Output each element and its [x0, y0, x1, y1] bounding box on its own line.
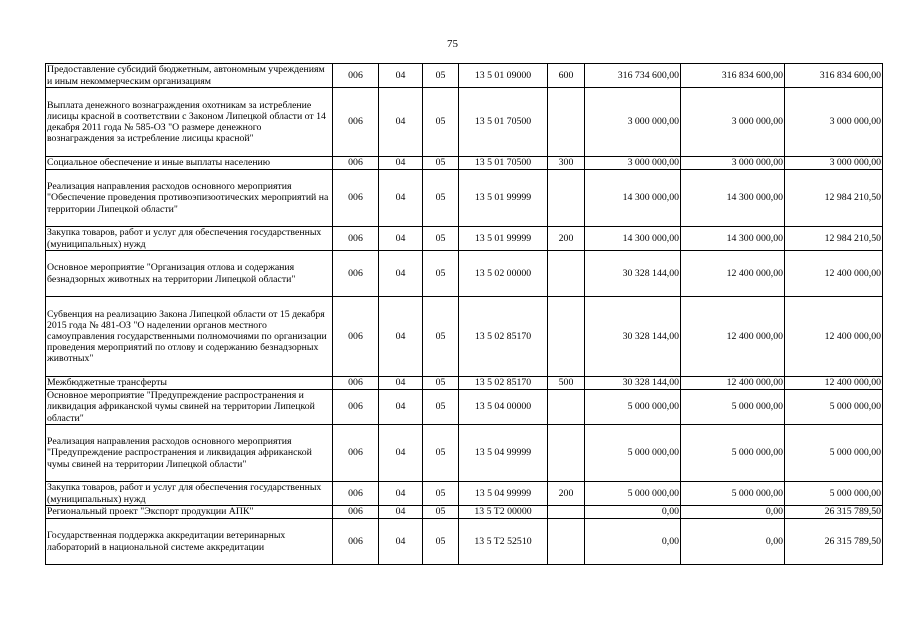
ministry-code: 006	[333, 88, 379, 157]
subsection-code: 05	[423, 227, 459, 251]
section-code: 04	[379, 170, 423, 227]
section-code: 04	[379, 482, 423, 506]
target-code: 13 5 01 70500	[459, 88, 548, 157]
row-name: Основное мероприятие "Предупреждение распространения и ликвидация африканской чумы свиней на территории Липецкой области"	[46, 390, 333, 425]
subsection-code: 05	[423, 297, 459, 377]
target-code: 13 5 04 99999	[459, 482, 548, 506]
section-code: 04	[379, 377, 423, 390]
amount-1: 30 328 144,00	[585, 377, 681, 390]
amount-2: 5 000 000,00	[681, 482, 785, 506]
subsection-code: 05	[423, 506, 459, 519]
ministry-code: 006	[333, 506, 379, 519]
expense-type: 200	[548, 482, 585, 506]
amount-2: 12 400 000,00	[681, 251, 785, 297]
section-code: 04	[379, 64, 423, 88]
amount-1: 30 328 144,00	[585, 297, 681, 377]
subsection-code: 05	[423, 377, 459, 390]
amount-2: 3 000 000,00	[681, 88, 785, 157]
amount-3: 3 000 000,00	[785, 157, 883, 170]
amount-1: 5 000 000,00	[585, 390, 681, 425]
amount-2: 5 000 000,00	[681, 390, 785, 425]
section-code: 04	[379, 227, 423, 251]
table-row	[46, 519, 883, 565]
target-code: 13 5 01 99999	[459, 170, 548, 227]
row-name: Государственная поддержка аккредитации ветеринарных лабораторий в национальной системе аккредитации	[46, 519, 333, 565]
ministry-code: 006	[333, 170, 379, 227]
section-code: 04	[379, 88, 423, 157]
section-code: 04	[379, 519, 423, 565]
amount-1: 3 000 000,00	[585, 157, 681, 170]
amount-3: 3 000 000,00	[785, 88, 883, 157]
target-code: 13 5 04 00000	[459, 390, 548, 425]
subsection-code: 05	[423, 64, 459, 88]
amount-3: 12 984 210,50	[785, 227, 883, 251]
amount-2: 12 400 000,00	[681, 297, 785, 377]
table-row	[46, 251, 883, 297]
target-code: 13 5 T2 52510	[459, 519, 548, 565]
subsection-code: 05	[423, 157, 459, 170]
amount-3: 12 400 000,00	[785, 297, 883, 377]
amount-2: 316 834 600,00	[681, 64, 785, 88]
subsection-code: 05	[423, 251, 459, 297]
amount-2: 0,00	[681, 519, 785, 565]
row-name: Межбюджетные трансферты	[46, 377, 333, 390]
row-name: Предоставление субсидий бюджетным, автономным учреждениям и иным некоммерческим организациям	[46, 64, 333, 88]
amount-2: 3 000 000,00	[681, 157, 785, 170]
ministry-code: 006	[333, 482, 379, 506]
section-code: 04	[379, 297, 423, 377]
row-name: Социальное обеспечение и иные выплаты населению	[46, 157, 333, 170]
amount-1: 30 328 144,00	[585, 251, 681, 297]
amount-1: 0,00	[585, 519, 681, 565]
target-code: 13 5 02 85170	[459, 377, 548, 390]
ministry-code: 006	[333, 157, 379, 170]
amount-1: 5 000 000,00	[585, 482, 681, 506]
amount-2: 12 400 000,00	[681, 377, 785, 390]
table-row	[46, 297, 883, 377]
amount-1: 5 000 000,00	[585, 425, 681, 482]
table-row	[46, 390, 883, 425]
amount-3: 5 000 000,00	[785, 390, 883, 425]
expense-type	[548, 88, 585, 157]
ministry-code: 006	[333, 519, 379, 565]
section-code: 04	[379, 390, 423, 425]
table-row	[46, 506, 883, 519]
expense-type	[548, 297, 585, 377]
expense-type	[548, 251, 585, 297]
amount-3: 26 315 789,50	[785, 519, 883, 565]
expense-type: 200	[548, 227, 585, 251]
row-name: Субвенция на реализацию Закона Липецкой области от 15 декабря 2015 года № 481-ОЗ "О наделении органов местного самоуправления государственными полномочиями по организации проведения мероприятий по отлову и содержанию безнадзорных животных"	[46, 297, 333, 377]
expense-type: 500	[548, 377, 585, 390]
row-name: Реализация направления расходов основного мероприятия "Предупреждение распространения и ликвидация африканской чумы свиней на территории Липецкой области"	[46, 425, 333, 482]
target-code: 13 5 04 99999	[459, 425, 548, 482]
amount-3: 316 834 600,00	[785, 64, 883, 88]
ministry-code: 006	[333, 64, 379, 88]
target-code: 13 5 02 00000	[459, 251, 548, 297]
page-number: 75	[447, 38, 458, 50]
amount-3: 12 400 000,00	[785, 377, 883, 390]
amount-2: 5 000 000,00	[681, 425, 785, 482]
row-name: Выплата денежного вознаграждения охотникам за истребление лисицы красной в соответствии с Законом Липецкой области от 14 декабря 2011 года № 585-ОЗ "О размере денежного вознаграждения за истребление лисицы красной"	[46, 88, 333, 157]
ministry-code: 006	[333, 390, 379, 425]
amount-2: 14 300 000,00	[681, 227, 785, 251]
row-name: Реализация направления расходов основного мероприятия "Обеспечение проведения противоэпизоотических мероприятий на территории Липецкой области"	[46, 170, 333, 227]
ministry-code: 006	[333, 425, 379, 482]
amount-3: 12 400 000,00	[785, 251, 883, 297]
ministry-code: 006	[333, 251, 379, 297]
subsection-code: 05	[423, 170, 459, 227]
section-code: 04	[379, 506, 423, 519]
table-row	[46, 88, 883, 157]
table-row	[46, 170, 883, 227]
table-row	[46, 227, 883, 251]
row-name: Основное мероприятие "Организация отлова и содержания безнадзорных животных на территории Липецкой области"	[46, 251, 333, 297]
amount-3: 5 000 000,00	[785, 425, 883, 482]
row-name: Закупка товаров, работ и услуг для обеспечения государственных (муниципальных) нужд	[46, 482, 333, 506]
subsection-code: 05	[423, 425, 459, 482]
ministry-code: 006	[333, 377, 379, 390]
table-row	[46, 64, 883, 88]
amount-1: 14 300 000,00	[585, 227, 681, 251]
budget-table	[45, 63, 883, 565]
expense-type	[548, 506, 585, 519]
ministry-code: 006	[333, 297, 379, 377]
target-code: 13 5 01 70500	[459, 157, 548, 170]
amount-1: 0,00	[585, 506, 681, 519]
expense-type: 300	[548, 157, 585, 170]
amount-1: 316 734 600,00	[585, 64, 681, 88]
amount-3: 5 000 000,00	[785, 482, 883, 506]
expense-type	[548, 390, 585, 425]
expense-type	[548, 170, 585, 227]
target-code: 13 5 02 85170	[459, 297, 548, 377]
table-row	[46, 425, 883, 482]
amount-2: 14 300 000,00	[681, 170, 785, 227]
amount-3: 12 984 210,50	[785, 170, 883, 227]
amount-2: 0,00	[681, 506, 785, 519]
table-row	[46, 377, 883, 390]
amount-1: 3 000 000,00	[585, 88, 681, 157]
expense-type	[548, 425, 585, 482]
section-code: 04	[379, 251, 423, 297]
target-code: 13 5 T2 00000	[459, 506, 548, 519]
expense-type	[548, 519, 585, 565]
row-name: Закупка товаров, работ и услуг для обеспечения государственных (муниципальных) нужд	[46, 227, 333, 251]
row-name: Региональный проект "Экспорт продукции АПК"	[46, 506, 333, 519]
expense-type: 600	[548, 64, 585, 88]
section-code: 04	[379, 157, 423, 170]
table-row	[46, 157, 883, 170]
amount-3: 26 315 789,50	[785, 506, 883, 519]
subsection-code: 05	[423, 88, 459, 157]
target-code: 13 5 01 09000	[459, 64, 548, 88]
subsection-code: 05	[423, 519, 459, 565]
amount-1: 14 300 000,00	[585, 170, 681, 227]
table-row	[46, 482, 883, 506]
subsection-code: 05	[423, 390, 459, 425]
subsection-code: 05	[423, 482, 459, 506]
ministry-code: 006	[333, 227, 379, 251]
target-code: 13 5 01 99999	[459, 227, 548, 251]
section-code: 04	[379, 425, 423, 482]
